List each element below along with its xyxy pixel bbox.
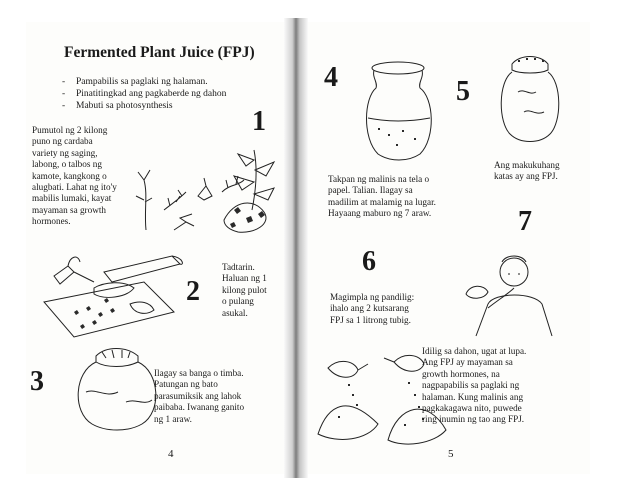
step-1-text: Pumutol ng 2 kilong puno ng cardaba variety ng saging, labong, o talbos ng kamote, kangkong o alugbati. Lahat ng ito'y mabilis lumaki, kayat mayaman sa growth hormones. bbox=[32, 125, 117, 227]
step-1-number: 1 bbox=[252, 106, 266, 137]
step-3-text: Ilagay sa banga o timba. Patungan ng bato parasumiksik ang lahok paibaba. Iwanang ganito ng 1 araw. bbox=[154, 368, 245, 424]
step-3-number: 3 bbox=[30, 366, 44, 397]
benefit-item: - Pampabilis sa paglaki ng halaman. bbox=[62, 76, 226, 88]
benefit-item: - Pinatitingkad ang pagkaberde ng dahon bbox=[62, 88, 226, 100]
plants-illustration bbox=[134, 140, 284, 240]
step-4-text: Takpan ng malinis na tela o papel. Talian. Ilagay sa madilim at malamig na lugar. Hayaang maburo ng 7 araw. bbox=[328, 174, 436, 219]
covered-jar-illustration bbox=[66, 342, 166, 432]
step-7-number: 7 bbox=[518, 206, 532, 237]
page-number-right: 5 bbox=[448, 448, 454, 460]
page-number-left: 4 bbox=[168, 448, 174, 460]
step-4-number: 4 bbox=[324, 62, 338, 93]
step-6-text: Magimpla ng pandilig: ihalo ang 2 kutsarang FPJ sa 1 litrong tubig. bbox=[330, 292, 415, 325]
book-spine bbox=[284, 18, 308, 478]
right-page bbox=[298, 22, 590, 474]
person-drinking-illustration bbox=[458, 248, 568, 340]
step-6-number: 6 bbox=[362, 246, 376, 277]
step-5-number: 5 bbox=[456, 76, 470, 107]
step-5-text: Ang makukuhang katas ay ang FPJ. bbox=[494, 160, 560, 182]
open-jar-illustration bbox=[358, 58, 438, 168]
step-2-number: 2 bbox=[186, 276, 200, 307]
chopping-illustration bbox=[34, 242, 184, 342]
benefits-list bbox=[62, 76, 226, 112]
left-page bbox=[26, 22, 294, 474]
sealed-jar-illustration bbox=[494, 52, 564, 148]
page-title: Fermented Plant Juice (FPJ) bbox=[64, 44, 255, 61]
step-7-text: Idilig sa dahon, ugat at lupa. Ang FPJ ay mayaman sa growth hormones, na nagpapabilis sa paglaki ng halaman. Kung malinis ang pagkakagawa nito, puwede ring inumin ng tao ang FPJ. bbox=[422, 346, 527, 425]
step-2-text: Tadtarin. Haluan ng 1 kilong pulot o pulang asukal. bbox=[222, 262, 267, 318]
benefit-item: - Mabuti sa photosynthesis bbox=[62, 100, 226, 112]
